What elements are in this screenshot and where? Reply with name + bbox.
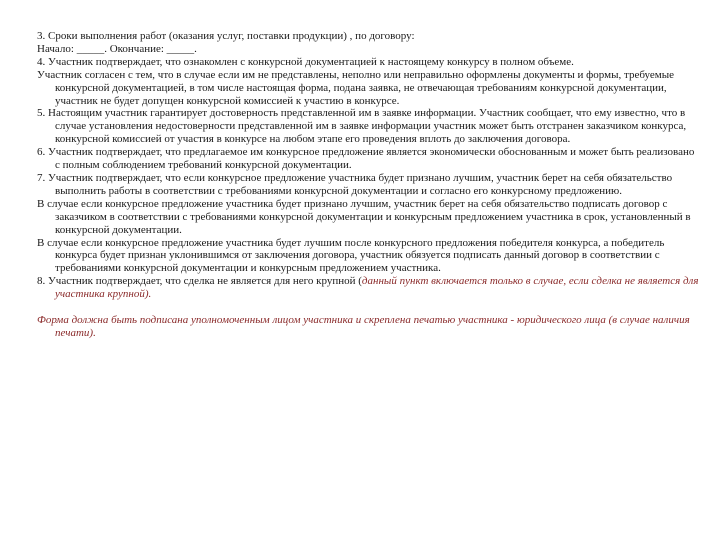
paragraph-8-text: 8. Участник подтверждает, что сделка не является для него крупной (: [37, 275, 362, 288]
signature-note: Форма должна быть подписана уполномоченным лицом участника и скреплена печатью участника - юридического лица (в случае наличия печати).: [37, 314, 690, 340]
paragraph-7: 7. Участник подтверждает, что если конкурсное предложение участника будет признано лучшим, участник берет на себя обязательство выполнить работы в соответствии с требованиями конкурсной документации и согласно его конкурсному предложению.: [37, 171, 673, 197]
paragraph-7-runner-up: В случае если конкурсное предложение участника будет лучшим после конкурсного предложения победителя конкурса, а победитель конкурса будет признан уклонившимся от заключения договора, участник обязуется подписать данный договор в соответствии с требованиями конкурсной документации и конкурсным предложением участника.: [37, 236, 665, 275]
paragraph-5: 5. Настоящим участник гарантирует достоверность представленной им в заявке информации. Участник сообщает, что ему известно, что в случае установления недостоверности представленной им в заявке информации участник может быть отстранен заказчиком конкурса, конкурсной комиссией от участия в конкурсе на любом этапе его проведения вплоть до заключения договора.: [37, 107, 687, 146]
paragraph-start-end: Начало: _____. Окончание: _____.: [37, 42, 197, 55]
paragraph-8: [37, 275, 700, 301]
paragraph-7-contract: В случае если конкурсное предложение участника будет признано лучшим, участник берет на себя обязательство подписать договор с заказчиком в соответствии с требованиями конкурсной документации и конкурсным предложением участника в срок, установленный в конкурсной документации.: [37, 197, 691, 236]
paragraph-4: 4. Участник подтверждает, что ознакомлен с конкурсной документацией к настоящему конкурсу в полном объеме.: [37, 55, 574, 68]
spacer: [37, 301, 700, 314]
paragraph-4-agreement: Участник согласен с тем, что в случае если им не представлены, неполно или неправильно оформлены документы и формы, требуемые конкурсной документацией, в том числе настоящая форма, подана заявка, не отвечающая требованиям конкурсной документации, участник не будет допущен конкурсной комиссией к участию в конкурсе.: [37, 68, 674, 107]
paragraph-3-terms: 3. Сроки выполнения работ (оказания услуг, поставки продукции) , по договору:: [37, 30, 415, 42]
paragraph-6: 6. Участник подтверждает, что предлагаемое им конкурсное предложение является экономически обоснованным и может быть реализовано с полным соблюдением требований конкурсной документации.: [37, 146, 695, 172]
paragraph-8-note: данный пункт включается только в случае, если сделка не является для участника крупной).: [55, 275, 699, 301]
